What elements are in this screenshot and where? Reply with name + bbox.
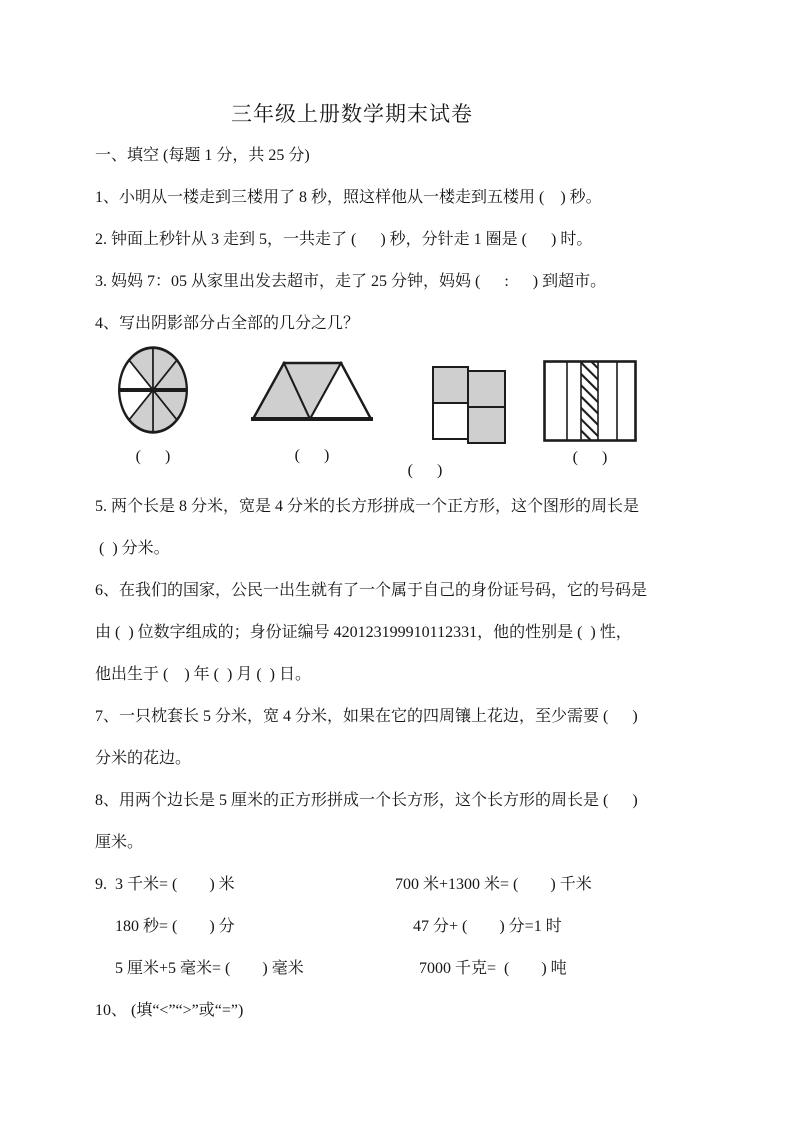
trapezoid-thirds-figure	[251, 360, 373, 422]
question-2: 2. 钟面上秒针从 3 走到 5，一共走了 ( ) 秒，分针走 1 圈是 ( ) 时。	[95, 231, 593, 248]
answer-blank-strips: ( )	[572, 449, 608, 466]
figure-circle-eighths	[117, 345, 189, 470]
question-10-prompt: 10、 (填“<”“>”或“=”)	[95, 1002, 244, 1019]
question-1: 1、小明从一楼走到三楼用了 8 秒，照这样他从一楼走到五楼用 ( ) 秒。	[95, 189, 602, 206]
answer-blank-grid: ( )	[407, 462, 443, 479]
question-9-row2	[95, 906, 735, 948]
grid-quarters-figure	[431, 365, 507, 445]
question-8-line2: 厘米。	[95, 834, 144, 851]
question-6-line3: 他出生于 ( ) 年 ( ) 月 ( ) 日。	[95, 666, 311, 683]
question-7-line1: 7、一只枕套长 5 分米，宽 4 分米，如果在它的四周镶上花边，至少需要 ( )	[95, 708, 638, 725]
question-4-prompt: 4、写出阴影部分占全部的几分之几？	[95, 315, 360, 332]
question-5-line2: ( ) 分米。	[95, 540, 170, 557]
question-6-line1: 6、在我们的国家，公民一出生就有了一个属于自己的身份证号码，它的号码是	[95, 582, 648, 599]
answer-blank-circle: ( )	[135, 448, 171, 465]
q9-conversion-sec-min: 180 秒= ( ) 分	[115, 918, 235, 935]
section-heading: 一、填空 (每题 1 分，共 25 分)	[95, 147, 310, 164]
question-6-line2: 由 ( ) 位数字组成的；身份证编号 420123199910112331，他的性别是 ( ) 性，	[95, 624, 632, 641]
circle-eighths-figure	[117, 345, 189, 435]
question-9-row1	[95, 864, 735, 906]
q9-conversion-kg-ton: 7000 千克= ( ) 吨	[419, 960, 567, 977]
exam-content	[95, 93, 735, 1032]
figure-grid-quarters	[407, 345, 507, 484]
question-9-row3	[95, 948, 735, 990]
question-9	[95, 864, 735, 990]
question-3: 3. 妈妈 7：05 从家里出发去超市，走了 25 分钟，妈妈 ( : ) 到超市。	[95, 273, 607, 290]
figure-trapezoid-thirds	[251, 345, 373, 469]
fraction-figures-row	[117, 345, 735, 479]
page-title: 三年级上册数学期末试卷	[231, 102, 473, 126]
q9-conversion-min-hour: 47 分+ ( ) 分=1 时	[413, 918, 562, 935]
figure-strips-fifths	[543, 345, 637, 471]
question-7-line2: 分米的花边。	[95, 750, 192, 767]
q9-conversion-cm-mm: 5 厘米+5 毫米= ( ) 毫米	[115, 960, 304, 977]
answer-blank-trapezoid: ( )	[294, 447, 330, 464]
question-5-line1: 5. 两个长是 8 分米，宽是 4 分米的长方形拼成一个正方形，这个图形的周长是	[95, 498, 640, 515]
q9-conversion-km-m: 9. 3 千米= ( ) 米	[95, 876, 235, 893]
q9-conversion-m-plus-m: 700 米+1300 米= ( ) 千米	[395, 876, 592, 893]
question-8-line1: 8、用两个边长是 5 厘米的正方形拼成一个长方形，这个长方形的周长是 ( )	[95, 792, 638, 809]
strips-fifths-figure	[543, 360, 637, 442]
